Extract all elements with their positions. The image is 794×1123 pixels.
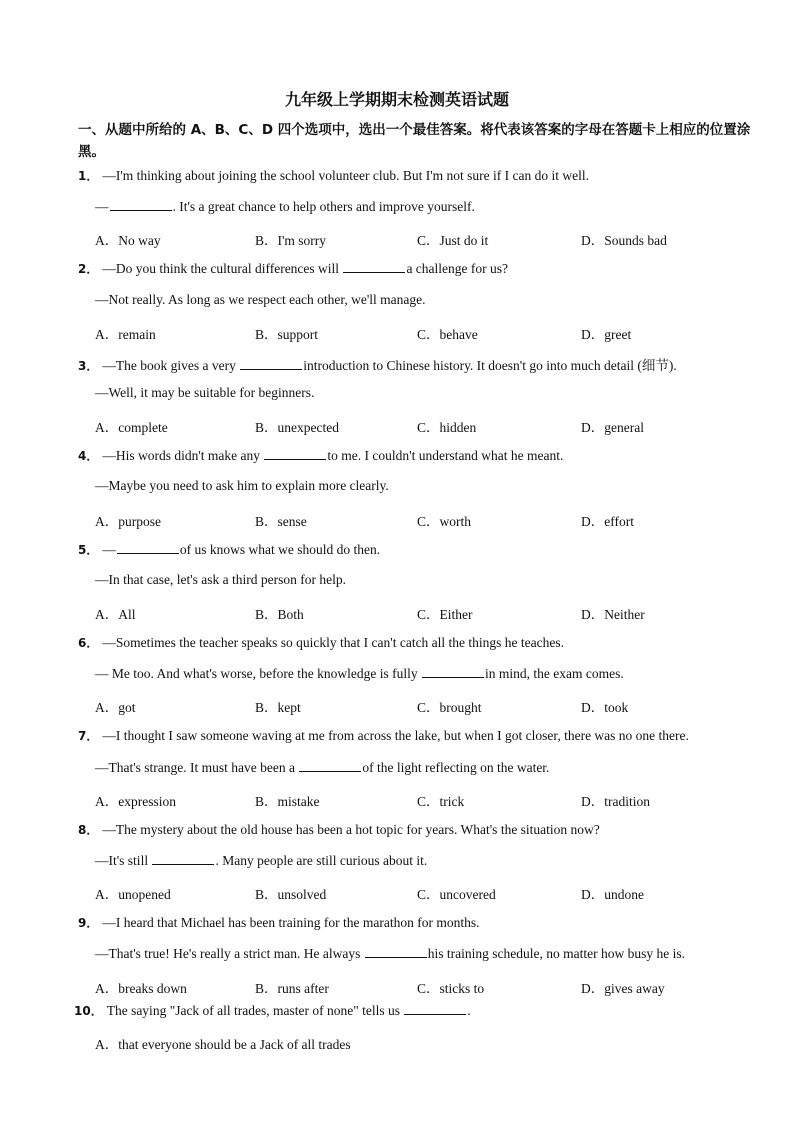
question-text: . Many people are still curious about it. (215, 853, 428, 868)
option-b[interactable]: B．sense (255, 513, 307, 529)
question-text: — Me too. And what's worse, before the knowledge is fully (95, 666, 421, 682)
option-a[interactable]: A．All (95, 607, 136, 622)
option-row (95, 696, 745, 716)
page-title: 九年级上学期期末检测英语试题 (284, 90, 509, 109)
option-d[interactable]: D．took (581, 700, 629, 716)
option-d[interactable]: D．Neither (581, 607, 645, 622)
option-a[interactable]: A．breaks down (95, 980, 187, 996)
option-a[interactable]: A．No way (95, 233, 161, 249)
question-text: a challenge for us? (406, 261, 509, 277)
question-text: —Not really. As long as we respect each other, we'll manage. (95, 291, 426, 307)
question-line-2 (95, 292, 426, 308)
question-number: 5． (78, 542, 99, 557)
option-b[interactable]: B．I'm sorry (255, 233, 327, 249)
option-a[interactable]: A．that everyone should be a Jack of all trades (95, 1036, 351, 1052)
question-text: of the light reflecting on the water. (362, 759, 550, 775)
question-line-1 (78, 727, 689, 744)
question-text: —I heard that Michael has been training for the marathon for months. (102, 915, 480, 931)
question-text: of us knows what we should do then. (179, 541, 381, 557)
question-text: —Well, it may be suitable for beginners. (95, 385, 315, 400)
option-c[interactable]: C．uncovered (417, 887, 496, 903)
option-d[interactable]: D．greet (581, 326, 632, 342)
option-b[interactable]: B．runs after (255, 980, 329, 996)
question-text: —It's still (95, 853, 152, 868)
option-row (95, 416, 745, 436)
option-row (95, 510, 745, 530)
question-text: — (102, 541, 116, 557)
question-text: —That's true! He's really a strict man. He always (95, 946, 364, 962)
question-text: —His words didn't make any (102, 448, 264, 464)
question-text: his training schedule, no matter how busy he is. (427, 946, 685, 962)
question-text: to me. I couldn't understand what he meant. (327, 448, 564, 464)
answer-blank (240, 357, 302, 370)
question-line-1 (78, 167, 589, 184)
question-text: —Sometimes the teacher speaks so quickly that I can't catch all the things he teaches. (102, 635, 565, 650)
question-line-1 (78, 447, 563, 464)
option-a[interactable]: A．complete (95, 420, 168, 436)
question-line-2 (95, 572, 346, 588)
option-b[interactable]: B．unsolved (255, 887, 327, 903)
question-number: 1． (78, 169, 99, 183)
question-text: —I thought I saw someone waving at me from across the lake, but when I got closer, there was no one there. (102, 728, 689, 744)
question-number: 6． (78, 636, 99, 650)
question-text: —The book gives a very (102, 357, 240, 373)
option-c[interactable]: C．hidden (417, 420, 477, 436)
option-b[interactable]: B．unexpected (255, 420, 339, 436)
option-row (95, 323, 745, 343)
option-d[interactable]: D．Sounds bad (581, 233, 667, 249)
question-line-1 (78, 354, 677, 374)
question-number: 4． (78, 449, 99, 464)
question-line-2 (95, 852, 427, 869)
answer-blank (422, 665, 484, 678)
option-b[interactable]: B．mistake (255, 793, 320, 809)
question-line-1 (78, 634, 564, 651)
question-text: introduction to Chinese history. It doesn't go into much detail (细节). (303, 357, 677, 373)
option-d[interactable]: D．gives away (581, 980, 665, 996)
option-b[interactable]: B．kept (255, 700, 301, 716)
answer-blank (264, 447, 326, 460)
question-line-2 (95, 478, 389, 494)
answer-blank (343, 260, 405, 273)
question-line-1 (74, 1002, 471, 1019)
answer-blank (404, 1002, 466, 1015)
question-text: —The mystery about the old house has been a hot topic for years. What's the situation now? (102, 821, 600, 837)
option-b[interactable]: B．support (255, 326, 319, 342)
question-number: 8． (78, 822, 99, 837)
option-d[interactable]: D．tradition (581, 793, 650, 809)
question-line-2 (95, 198, 475, 215)
question-number: 7． (78, 729, 99, 744)
question-text: —I'm thinking about joining the school volunteer club. But I'm not sure if I can do it well. (102, 168, 590, 183)
question-text: — (95, 199, 109, 215)
section-instruction: 一、从题中所给的 A、B、C、D 四个选项中，选出一个最佳答案。将代表该答案的字母在答题卡上相应的位置涂黑。 (78, 122, 751, 160)
option-row (95, 790, 745, 810)
option-row (95, 883, 745, 903)
option-row (95, 977, 745, 997)
question-text: —Maybe you need to ask him to explain more clearly. (95, 478, 389, 494)
question-line-1 (78, 821, 600, 838)
answer-blank (110, 198, 172, 211)
answer-blank (365, 945, 427, 958)
question-text: . It's a great chance to help others and improve yourself. (172, 199, 475, 215)
question-line-2 (95, 385, 314, 401)
option-c[interactable]: C．Either (417, 607, 473, 622)
answer-blank (117, 541, 179, 554)
option-b[interactable]: B．Both (255, 607, 304, 622)
question-number: 3． (78, 358, 99, 373)
question-line-1 (78, 914, 480, 931)
option-c[interactable]: C．Just do it (417, 233, 489, 249)
question-text: —Do you think the cultural differences will (102, 261, 343, 277)
question-line-1 (78, 541, 380, 558)
option-c[interactable]: C．worth (417, 513, 471, 529)
question-text: —In that case, let's ask a third person for help. (95, 571, 346, 587)
option-a[interactable]: A．remain (95, 326, 156, 342)
option-d[interactable]: D．effort (581, 513, 634, 529)
option-c[interactable]: C．trick (417, 793, 465, 809)
question-text: —That's strange. It must have been a (95, 759, 299, 775)
question-line-1 (78, 260, 508, 277)
option-c[interactable]: C．sticks to (417, 980, 485, 996)
option-d[interactable]: D．undone (581, 887, 644, 903)
option-a[interactable]: A．expression (95, 793, 176, 809)
answer-blank (299, 759, 361, 772)
option-a[interactable]: A．got (95, 700, 136, 716)
question-number: 2． (78, 262, 99, 277)
option-a[interactable]: A．purpose (95, 513, 161, 529)
answer-blank (152, 852, 214, 865)
option-row (95, 603, 745, 623)
question-number: 9． (78, 916, 99, 931)
question-line-2 (95, 945, 685, 962)
question-text: The saying "Jack of all trades, master of none" tells us (106, 1002, 404, 1018)
question-number: 10． (74, 1003, 103, 1018)
option-row (95, 229, 745, 249)
question-text: in mind, the exam comes. (485, 666, 624, 682)
option-d[interactable]: D．general (581, 420, 644, 436)
option-c[interactable]: C．behave (417, 326, 478, 342)
question-line-2 (95, 759, 549, 776)
question-text: . (467, 1002, 471, 1018)
option-a[interactable]: A．unopened (95, 887, 171, 903)
question-line-2 (95, 665, 624, 682)
option-c[interactable]: C．brought (417, 700, 482, 716)
